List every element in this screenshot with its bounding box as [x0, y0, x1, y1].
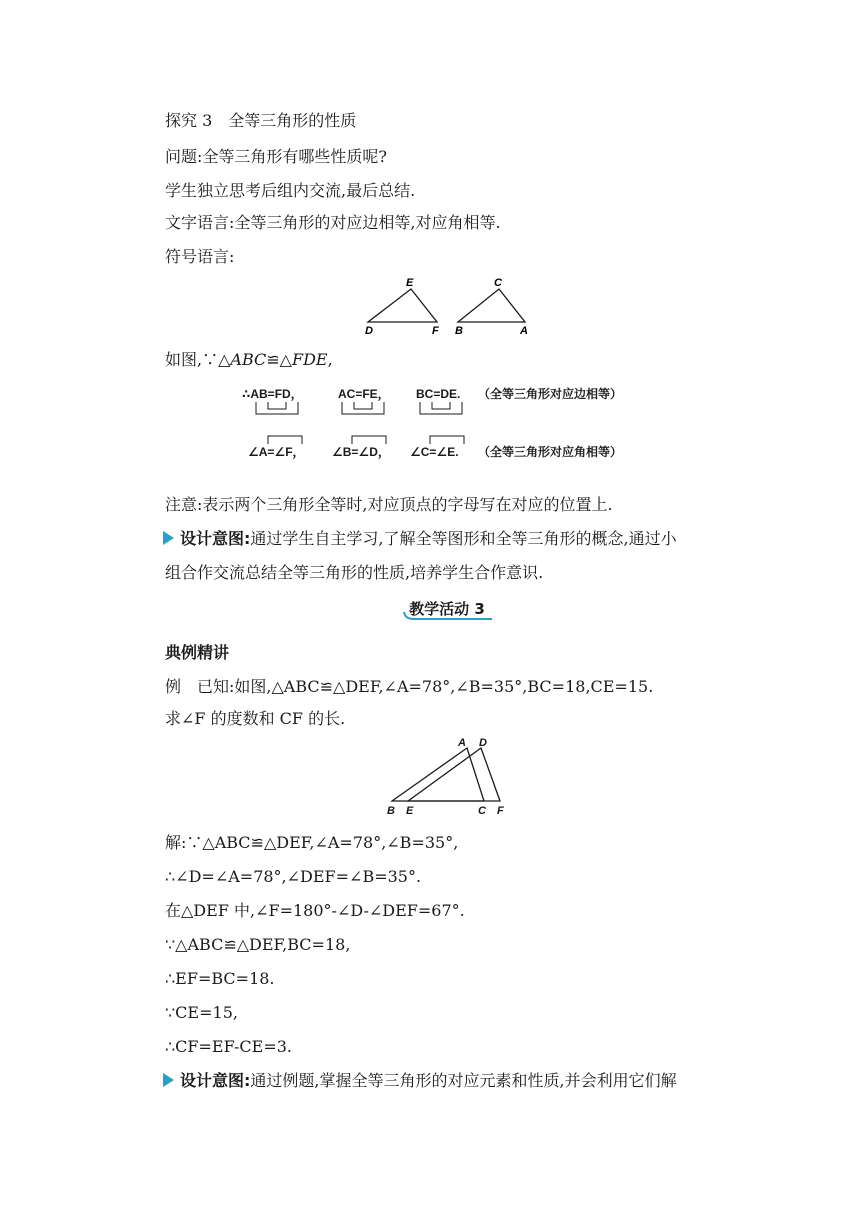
label-b: B: [455, 325, 463, 337]
example-heading: 典例精讲: [165, 643, 230, 662]
sides-eq-3: BC=DE.: [416, 387, 461, 401]
angles-eq-1: ∠A=∠F，: [248, 445, 305, 459]
example-line1: 例 已知:如图,△ABC≌△DEF,∠A=78°,∠B=35°,BC=18,CE=15.: [165, 677, 654, 696]
label-c: C: [494, 277, 502, 289]
label-a2: A: [458, 737, 466, 749]
symbol-language: 符号语言:: [165, 247, 235, 266]
label-e2: E: [406, 805, 414, 817]
correspondence-diagram: [238, 378, 658, 468]
text-language: 文字语言:全等三角形的对应边相等,对应角相等.: [165, 213, 501, 232]
angles-note: （全等三角形对应角相等）: [478, 445, 623, 459]
label-c2: C: [478, 805, 486, 817]
solution-line-5: ∴EF=BC=18.: [165, 969, 275, 988]
question-text: 问题:全等三角形有哪些性质呢?: [165, 147, 387, 166]
triangle-def: [408, 748, 500, 801]
triangle-bca: [458, 289, 525, 322]
section-heading: 探究 3 全等三角形的性质: [165, 111, 357, 130]
label-f: F: [432, 325, 439, 337]
solution-line-6: ∵CE=15,: [165, 1003, 238, 1022]
think-text: 学生独立思考后组内交流,最后总结.: [165, 181, 416, 200]
design-intent-1-line1: 设计意图:通过学生自主学习,了解全等图形和全等三角形的概念,通过小: [163, 528, 677, 550]
design-intent-2: 设计意图:通过例题,掌握全等三角形的对应元素和性质,并会利用它们解: [163, 1070, 677, 1092]
solution-line-1: 解:∵△ABC≌△DEF,∠A=78°,∠B=35°,: [165, 833, 459, 852]
sides-eq-1: ∴AB=FD，: [242, 387, 303, 401]
activity-title: 教学活动 3: [409, 600, 485, 618]
triangle-def: [368, 289, 437, 322]
sides-note: （全等三角形对应边相等）: [478, 387, 623, 401]
angles-eq-2: ∠B=∠D，: [332, 445, 390, 459]
label-d: D: [365, 325, 373, 337]
solution-line-2: ∴∠D=∠A=78°,∠DEF=∠B=35°.: [165, 867, 422, 886]
label-b2: B: [387, 805, 395, 817]
design-intent-1-line2: 组合作交流总结全等三角形的性质,培养学生合作意识.: [165, 563, 544, 582]
congruence-statement: 如图,∵△ABC≌△FDE,: [165, 350, 333, 369]
solution-line-4: ∵△ABC≌△DEF,BC=18,: [165, 935, 351, 954]
label-a: A: [520, 325, 528, 337]
example-line2: 求∠F 的度数和 CF 的长.: [165, 709, 346, 728]
label-f2: F: [497, 805, 504, 817]
label-e: E: [406, 277, 414, 289]
solution-line-3: 在△DEF 中,∠F=180°-∠D-∠DEF=67°.: [165, 901, 465, 920]
sides-eq-2: AC=FE，: [338, 387, 390, 401]
note-text: 注意:表示两个三角形全等时,对应顶点的字母写在对应的位置上.: [165, 495, 613, 514]
figure-two-triangles: [355, 272, 545, 338]
angles-eq-3: ∠C=∠E.: [410, 445, 459, 459]
figure-overlapping-triangles: [378, 736, 528, 822]
teaching-activity-banner: [402, 598, 492, 624]
label-d2: D: [479, 737, 487, 749]
triangle-marker-icon: [163, 1073, 174, 1087]
triangle-marker-icon: [163, 531, 174, 545]
solution-line-7: ∴CF=EF-CE=3.: [165, 1037, 292, 1056]
